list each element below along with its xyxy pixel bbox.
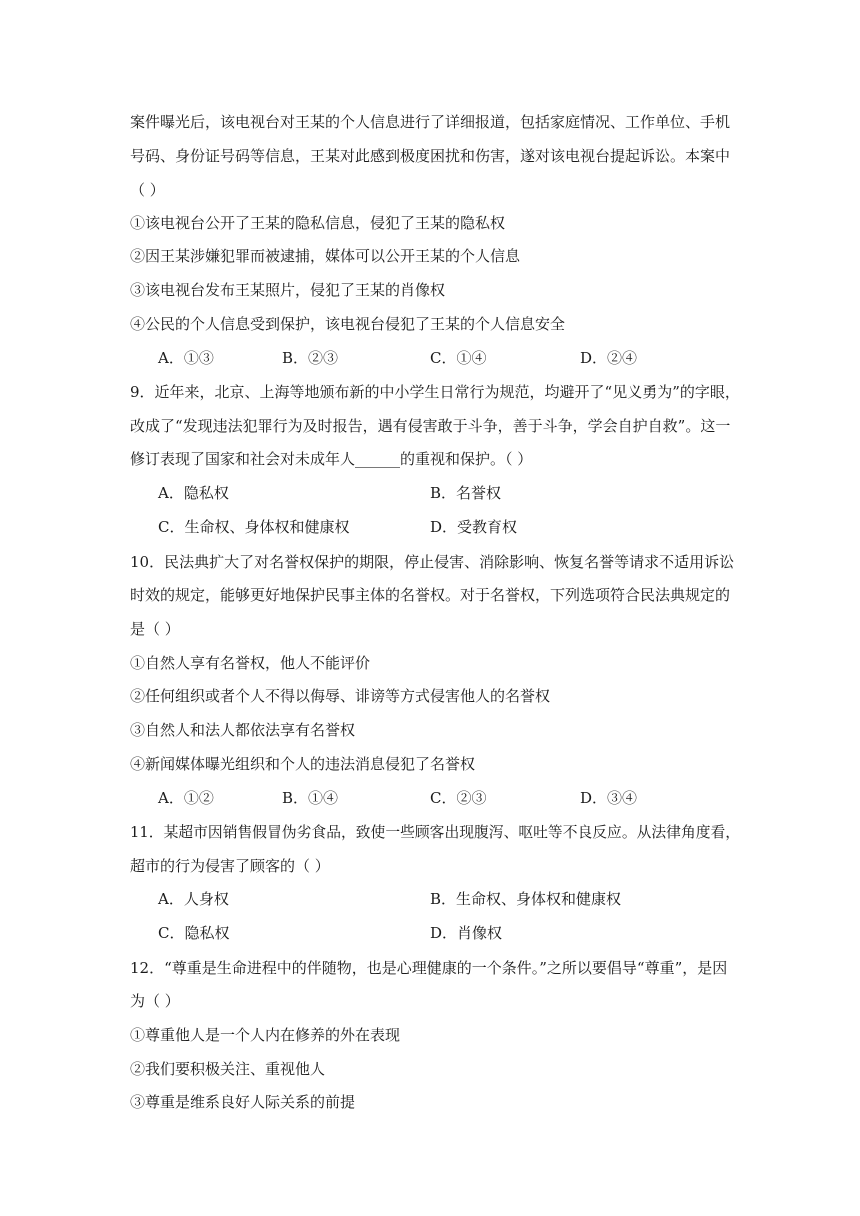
- q8-option-b: B．②③: [282, 349, 339, 367]
- q11-stem-line-1: 11．某超市因销售假冒伪劣食品，致使一些顾客出现腹泻、呕吐等不良反应。从法律角度看，: [130, 823, 741, 841]
- q11-option-c: C．隐私权: [158, 924, 230, 942]
- q10-statement-2: ②任何组织或者个人不得以侮辱、诽谤等方式侵害他人的名誉权: [130, 687, 551, 705]
- q8-statement-4: ④公民的个人信息受到保护，该电视台侵犯了王某的个人信息安全: [130, 315, 566, 333]
- q12-statement-1: ①尊重他人是一个人内在修养的外在表现: [130, 1026, 401, 1044]
- q11-stem-line-2: 超市的行为侵害了顾客的（ ）: [130, 857, 330, 875]
- q10-option-d: D．③④: [580, 789, 638, 807]
- q8-statement-2: ②因王某涉嫌犯罪而被逮捕，媒体可以公开王某的个人信息: [130, 247, 521, 265]
- q12-statement-2: ②我们要积极关注、重视他人: [130, 1060, 326, 1078]
- q8-option-a: A．①③: [158, 349, 214, 367]
- q8-statement-3: ③该电视台发布王某照片，侵犯了王某的肖像权: [130, 281, 446, 299]
- q11-option-d: D．肖像权: [430, 924, 503, 942]
- q9-option-a: A．隐私权: [158, 484, 229, 502]
- q11-option-b: B．生命权、身体权和健康权: [430, 890, 622, 908]
- q8-stem-line-3: （ ）: [130, 181, 165, 199]
- q9-stem-line-3: 修订表现了国家和社会对未成年人______的重视和保护。（ ）: [130, 450, 533, 468]
- q10-option-c: C．②③: [430, 789, 487, 807]
- q8-stem-line-1: 案件曝光后，该电视台对王某的个人信息进行了详细报道，包括家庭情况、工作单位、手机: [130, 113, 731, 131]
- q12-stem-line-2: 为（ ）: [130, 992, 180, 1010]
- q10-stem-line-1: 10．民法典扩大了对名誉权保护的期限，停止侵害、消除影响、恢复名誉等请求不适用诉讼: [130, 553, 735, 571]
- q10-option-a: A．①②: [158, 789, 214, 807]
- q11-option-a: A．人身权: [158, 890, 229, 908]
- q9-stem-line-2: 改成了“发现违法犯罪行为及时报告，遇有侵害敢于斗争，善于斗争，学会自护自救”。这一: [130, 417, 731, 435]
- q8-statement-1: ①该电视台公开了王某的隐私信息，侵犯了王某的隐私权: [130, 214, 506, 232]
- q8-stem-line-2: 号码、身份证号码等信息，王某对此感到极度困扰和伤害，遂对该电视台提起诉讼。本案中: [130, 147, 731, 165]
- q10-stem-line-2: 时效的规定，能够更好地保护民事主体的名誉权。对于名誉权，下列选项符合民法典规定的: [130, 586, 731, 604]
- q9-option-c: C．生命权、身体权和健康权: [158, 518, 350, 536]
- q9-option-b: B．名誉权: [430, 484, 502, 502]
- q10-statement-4: ④新闻媒体曝光组织和个人的违法消息侵犯了名誉权: [130, 755, 476, 773]
- q10-statement-1: ①自然人享有名誉权，他人不能评价: [130, 654, 371, 672]
- q9-option-d: D．受教育权: [430, 518, 518, 536]
- q10-stem-line-3: 是（ ）: [130, 620, 180, 638]
- q8-option-d: D．②④: [580, 349, 638, 367]
- q10-statement-3: ③自然人和法人都依法享有名誉权: [130, 721, 356, 739]
- q12-statement-3: ③尊重是维系良好人际关系的前提: [130, 1093, 356, 1111]
- q8-option-c: C．①④: [430, 349, 487, 367]
- q10-option-b: B．①④: [282, 789, 339, 807]
- q9-stem-line-1: 9．近年来，北京、上海等地颁布新的中小学生日常行为规范，均避开了“见义勇为”的字眼，: [130, 383, 740, 401]
- q12-stem-line-1: 12．“尊重是生命进程中的伴随物，也是心理健康的一个条件。”之所以要倡导“尊重”，是因: [130, 959, 728, 977]
